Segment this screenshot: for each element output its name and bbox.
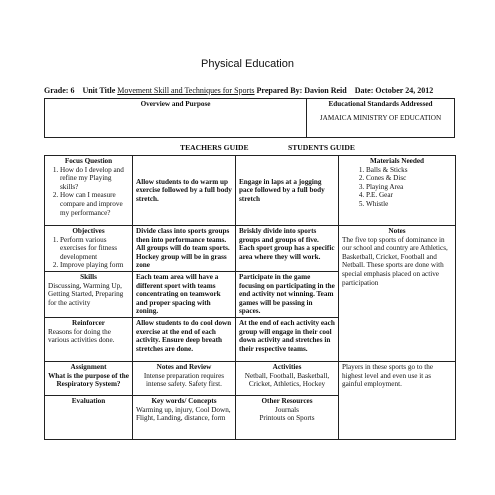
standards-cell <box>307 99 455 138</box>
skills-label: Skills <box>80 272 97 281</box>
resources-cell <box>236 395 339 439</box>
focus-cell <box>45 156 133 226</box>
focus-list <box>48 166 129 218</box>
list-item: 1. Perform various exercises for fitness development <box>60 236 129 262</box>
notes-review-cell <box>133 361 236 395</box>
activities-cell <box>236 361 339 395</box>
notes-header: Notes <box>388 227 406 235</box>
page-title: Physical Education <box>201 58 294 70</box>
resources-header: Other Resources <box>261 396 313 405</box>
notes-text-1: The five top sports of dominance in our school and country are Athletics, Basketball, Cricket, Football and Netball. These sports are done with special emphasis placed on active participation <box>342 235 448 287</box>
assignment-label: Assignment <box>70 362 107 371</box>
objectives-cell <box>45 226 133 272</box>
focus-student: Engage in laps at a jogging pace followed by a full body stretch <box>236 156 339 226</box>
reinforcer-teacher: Allow students to do cool down exercise at the end of each activity. Ensure deep breath stretches are done. <box>133 317 236 361</box>
skills-text: Discussing, Warming Up, Getting Started, Preparing for the activity <box>48 281 124 307</box>
objectives-student: Briskly divide into sports groups and groups of five. Each sport group has a specific area where they will work. <box>236 226 339 272</box>
unit-title-label: Unit Title <box>82 86 116 95</box>
resources-text-2: Printouts on Sports <box>259 414 315 423</box>
materials-header: Materials Needed <box>369 157 425 165</box>
overview-table <box>44 98 455 138</box>
skills-cell <box>45 271 133 317</box>
standards-text: JAMAICA MINISTRY OF EDUCATION <box>319 113 442 122</box>
assignment-cell <box>45 361 133 395</box>
grade: Grade: 6 <box>44 86 75 95</box>
reinforcer-text: Reasons for doing the various activities done. <box>48 327 115 345</box>
evaluation-label: Evaluation <box>45 395 133 439</box>
standards-header: Educational Standards Addressed <box>328 100 433 108</box>
overview-header: Overview and Purpose <box>45 99 307 138</box>
teachers-guide-label: TEACHERS GUIDE <box>180 143 249 152</box>
keywords-header: Key words/ Concepts <box>151 396 217 405</box>
reinforcer-student: At the end of each activity each group will engage in their cool down activity and stretches in their respective teams. <box>236 317 339 361</box>
list-item: 1. How do I develop and refine my Playing skills? <box>60 166 129 192</box>
list-item: 1. Balls & Sticks <box>366 166 452 175</box>
header-line <box>44 86 474 95</box>
reinforcer-cell <box>45 317 133 361</box>
keywords-text: Warming up, injury, Cool Down, Flight, Landing, distance, form <box>136 405 231 423</box>
focus-teacher: Allow students to do warm up exercise followed by a full body stretch. <box>133 156 236 226</box>
skills-student: Participate in the game focusing on participating in the end activity not winning. Team games will be passing in spaces. <box>236 271 339 317</box>
unit-title: Movement Skill and Techniques for Sports <box>117 86 255 95</box>
reinforcer-label: Reinforcer <box>72 318 105 327</box>
list-item: 2. Cones & Disc <box>366 174 452 183</box>
objectives-label: Objectives <box>72 227 105 235</box>
list-item: 5. Whistle <box>366 200 452 209</box>
materials-list <box>342 166 452 209</box>
skills-teacher: Each team area will have a different sport with teams concentrating on teamwork and proper spacing with zoning. <box>133 271 236 317</box>
objectives-list <box>48 236 129 270</box>
notes-cell <box>339 226 456 362</box>
notes-review-text: Intense preparation requires intense safety. Safety first. <box>143 371 225 389</box>
students-guide-label: STUDENTS GUIDE <box>288 143 355 152</box>
assignment-text: What is the purpose of the Respiratory System? <box>48 371 129 389</box>
activities-header: Activities <box>272 362 302 371</box>
lesson-table <box>44 155 456 440</box>
objectives-teacher: Divide class into sports groups then into performance teams. All groups will do team sports. Hockey group will be in grass zone <box>133 226 236 272</box>
list-item: 2. Improve playing form <box>60 261 129 270</box>
list-item: 4. P.E. Gear <box>366 191 452 200</box>
activities-text: Netball, Football, Basketball, Cricket, Athletics, Hockey <box>244 371 330 389</box>
focus-label: Focus Question <box>64 157 113 165</box>
resources-text-1: Journals <box>275 405 299 414</box>
keywords-cell <box>133 395 236 439</box>
list-item: 3. Playing Area <box>366 183 452 192</box>
notes-review-header: Notes and Review <box>156 362 212 371</box>
notes-text-2: Players in these sports go to the highest level and even use it as gainful employment. <box>342 362 434 389</box>
date: Date: October 24, 2012 <box>354 86 434 95</box>
list-item: 2. How can I measure compare and improve my performance? <box>60 191 129 217</box>
prepared-by: Prepared By: Davion Reid <box>256 86 347 95</box>
notes-cell-continued <box>339 361 456 439</box>
materials-cell <box>339 156 456 226</box>
